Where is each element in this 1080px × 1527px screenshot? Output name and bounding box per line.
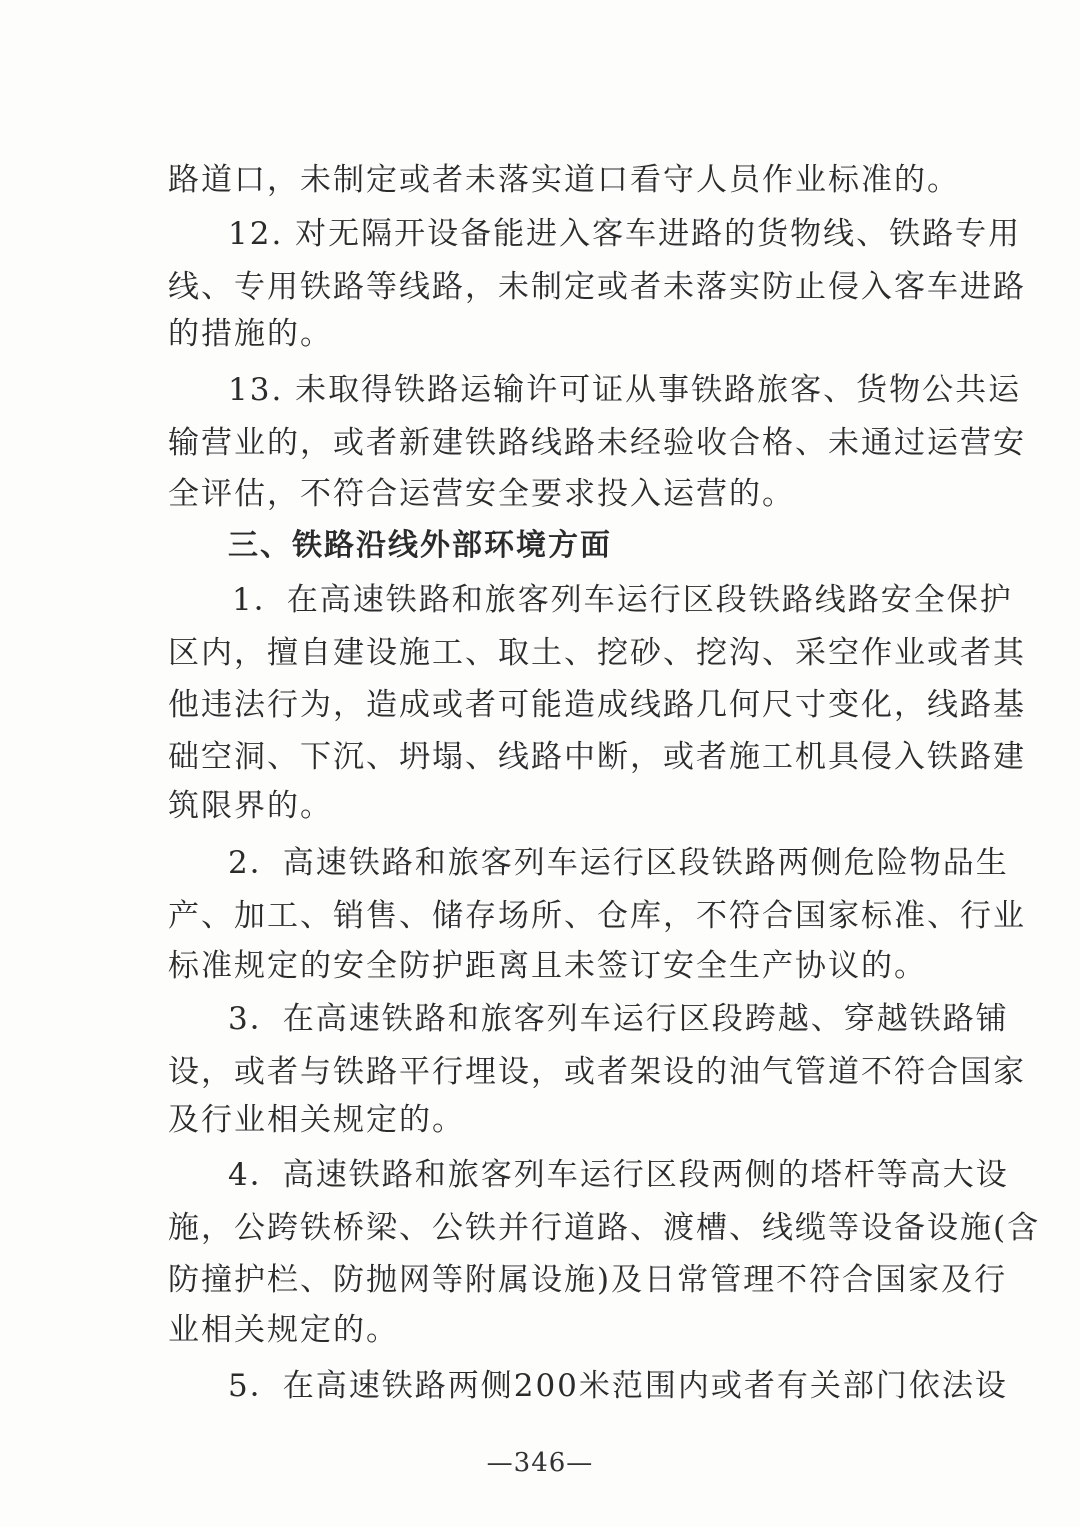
text-line: 路道口，未制定或者未落实道口看守人员作业标准的。: [168, 162, 960, 198]
section-heading: 三、铁路沿线外部环境方面: [228, 528, 612, 563]
text-line: 及行业相关规定的。: [168, 1102, 465, 1138]
text-line-item-13: 13. 未取得铁路运输许可证从事铁路旅客、货物公共运: [228, 372, 1022, 408]
text-line: 区内，擅自建设施工、取土、挖砂、挖沟、采空作业或者其: [168, 635, 1026, 671]
text-line: 线、专用铁路等线路，未制定或者未落实防止侵入客车进路: [168, 269, 1026, 305]
text-line-item-4: 4．高速铁路和旅客列车运行区段两侧的塔杆等高大设: [228, 1157, 1009, 1193]
text-line: 设，或者与铁路平行埋设，或者架设的油气管道不符合国家: [168, 1054, 1026, 1090]
text-line: 标准规定的安全防护距离且未签订安全生产协议的。: [168, 948, 927, 984]
page-number: —346—: [486, 1448, 594, 1478]
text-line: 产、加工、销售、储存场所、仓库，不符合国家标准、行业: [168, 898, 1026, 934]
text-line: 的措施的。: [168, 316, 333, 352]
text-line-item-3: 3．在高速铁路和旅客列车运行区段跨越、穿越铁路铺: [228, 1001, 1009, 1037]
text-line: 防撞护栏、防抛网等附属设施)及日常管理不符合国家及行: [168, 1262, 1008, 1298]
text-line: 他违法行为，造成或者可能造成线路几何尺寸变化，线路基: [168, 687, 1026, 723]
text-line-item-2: 2．高速铁路和旅客列车运行区段铁路两侧危险物品生: [228, 845, 1009, 881]
text-line: 筑限界的。: [168, 788, 333, 824]
text-line: 础空洞、下沉、坍塌、线路中断，或者施工机具侵入铁路建: [168, 739, 1026, 775]
text-line-item-12: 12. 对无隔开设备能进入客车进路的货物线、铁路专用: [228, 216, 1022, 252]
text-line: 全评估，不符合运营安全要求投入运营的。: [168, 476, 795, 512]
text-line: 输营业的，或者新建铁路线路未经验收合格、未通过运营安: [168, 425, 1026, 461]
text-line: 施，公跨铁桥梁、公铁并行道路、渡槽、线缆等设备设施(含: [168, 1210, 1041, 1246]
text-line-item-1: 1．在高速铁路和旅客列车运行区段铁路线路安全保护: [232, 582, 1013, 618]
text-line: 业相关规定的。: [168, 1312, 399, 1348]
text-line-item-5: 5．在高速铁路两侧200米范围内或者有关部门依法设: [228, 1368, 1008, 1404]
